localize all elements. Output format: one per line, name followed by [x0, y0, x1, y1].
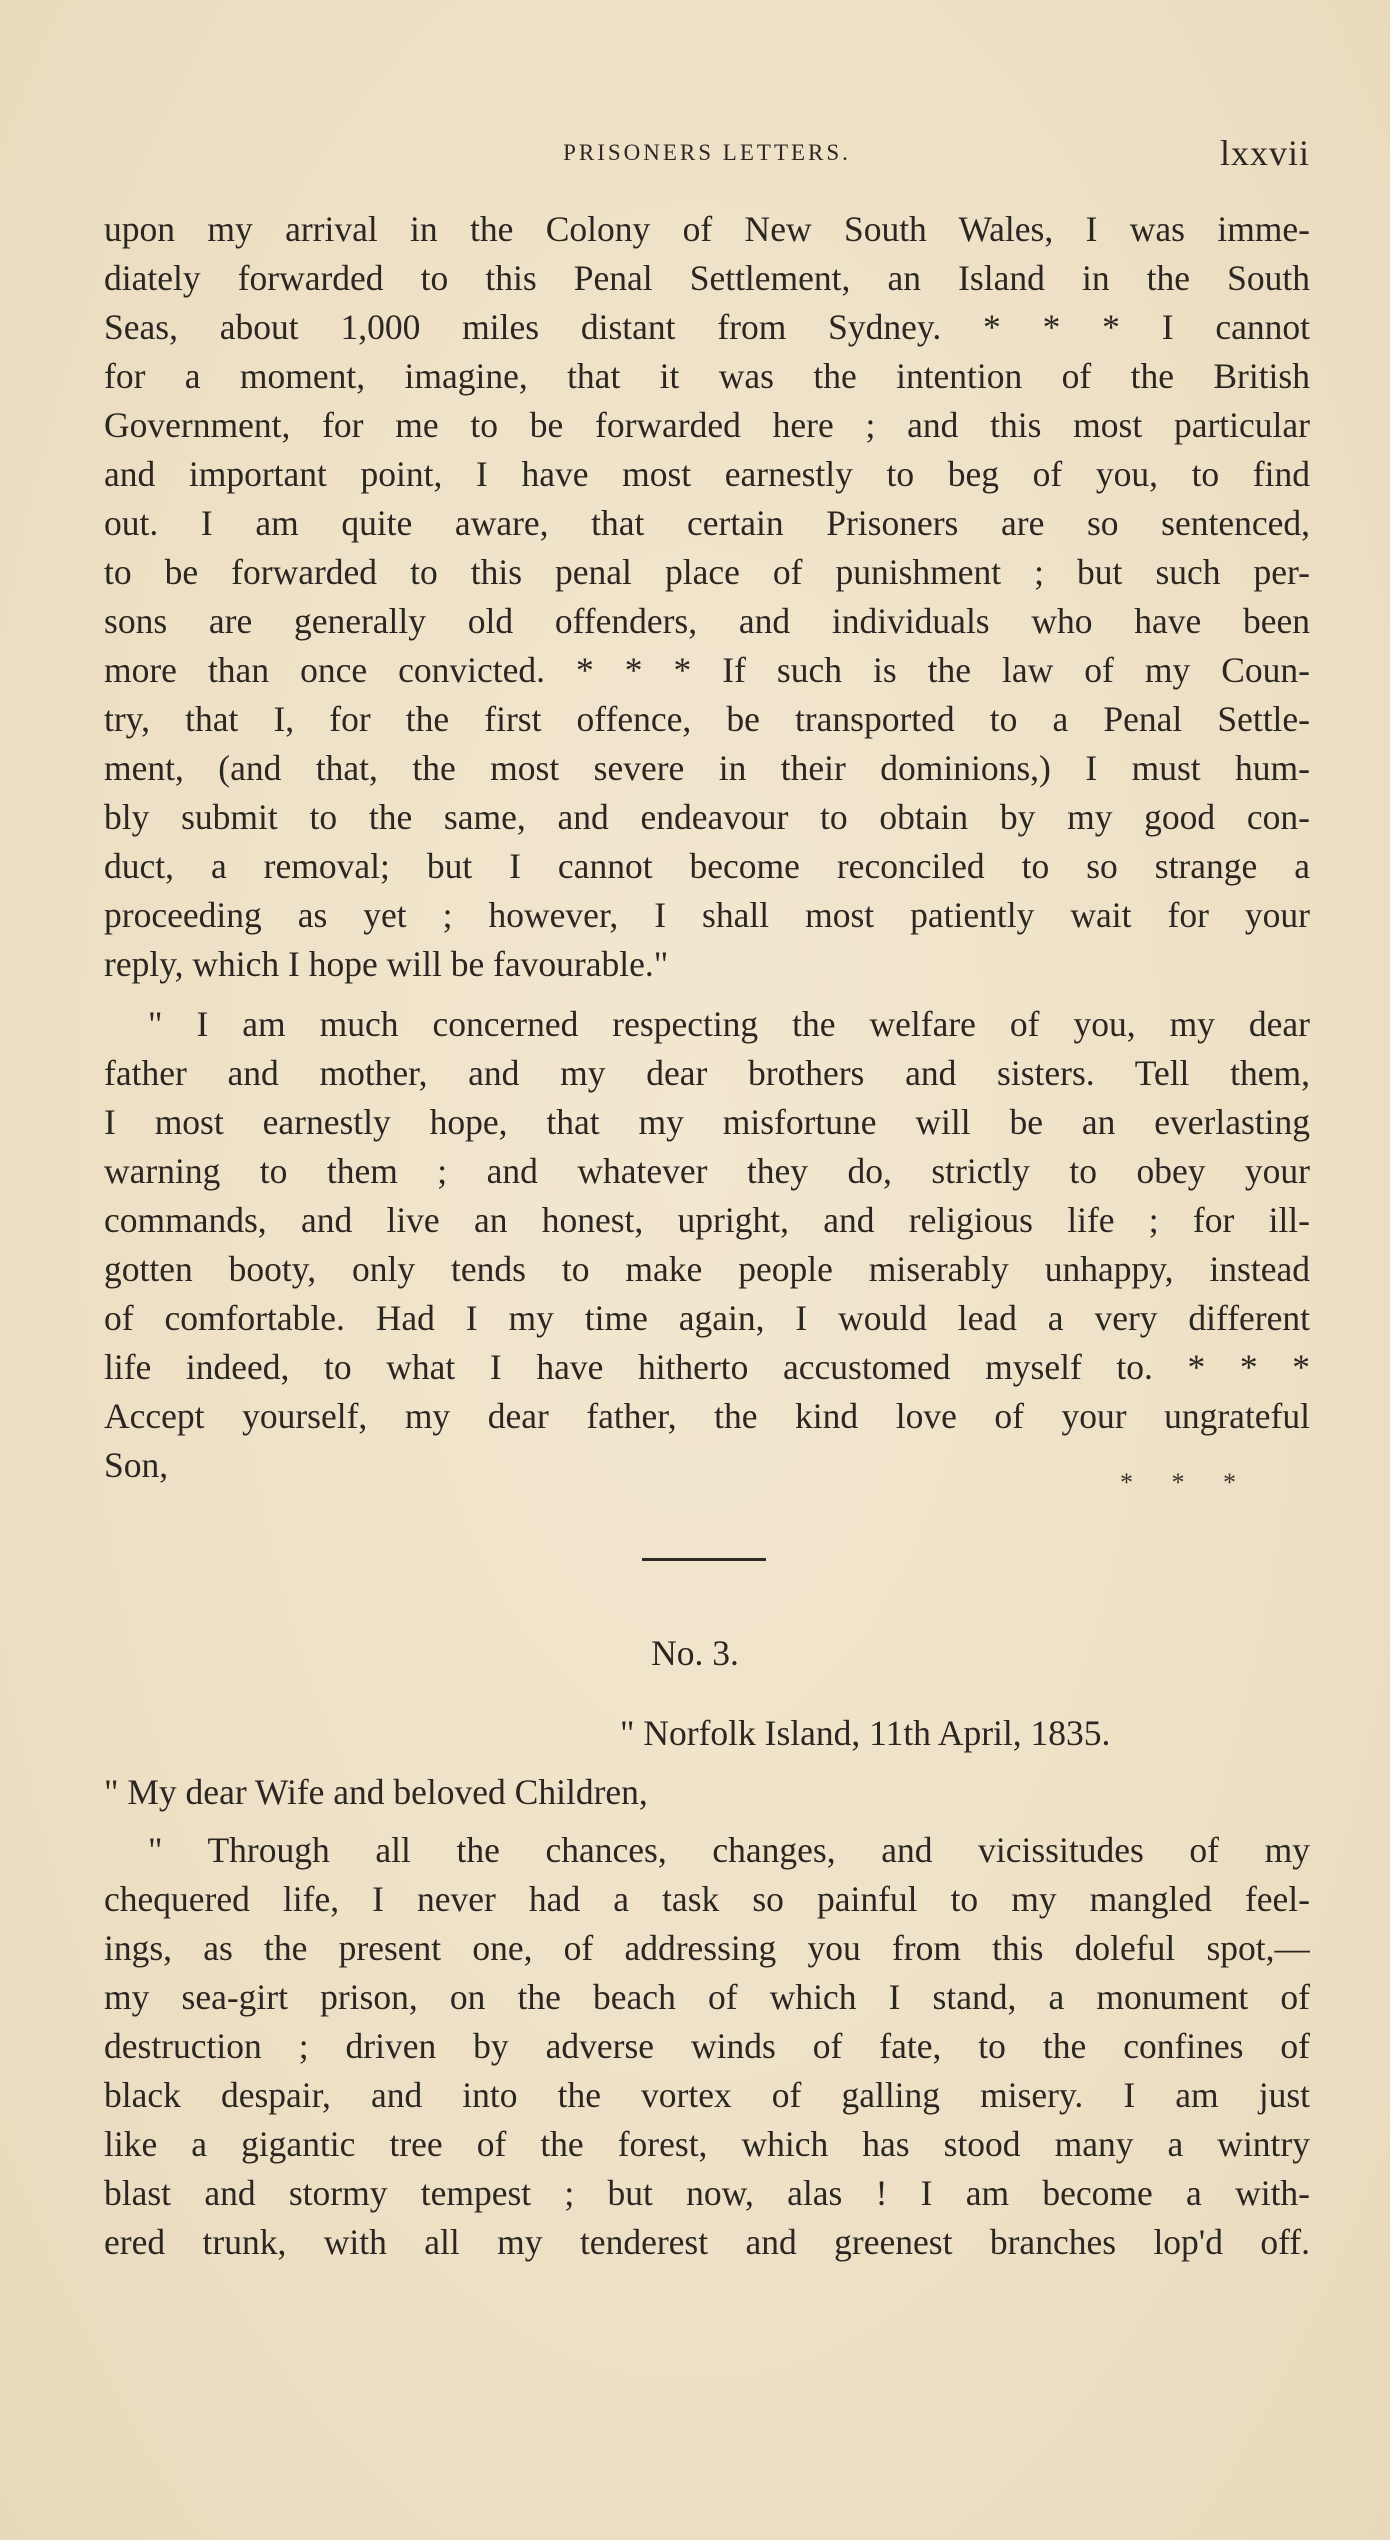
text-line: my sea-girt prison, on the beach of which I stand, a monument of	[104, 1977, 1310, 2017]
text-line: ered trunk, with all my tenderest and greenest branches lop'd off.	[104, 2222, 1310, 2262]
text-line: duct, a removal; but I cannot become reconciled to so strange a	[104, 846, 1310, 886]
page-header	[104, 132, 1310, 182]
text-line: Accept yourself, my dear father, the kind love of your ungrateful	[104, 1396, 1310, 1436]
text-line: diately forwarded to this Penal Settlement, an Island in the South	[104, 258, 1310, 298]
text-line: ings, as the present one, of addressing you from this doleful spot,—	[104, 1928, 1310, 1968]
text-line: " Through all the chances, changes, and vicissitudes of my	[148, 1830, 1310, 1870]
text-line: destruction ; driven by adverse winds of fate, to the confines of	[104, 2026, 1310, 2066]
text-line: bly submit to the same, and endeavour to obtain by my good con-	[104, 797, 1310, 837]
text-line: Seas, about 1,000 miles distant from Sydney. * * * I cannot	[104, 307, 1310, 347]
section-divider	[642, 1558, 766, 1561]
text-line: and important point, I have most earnestly to beg of you, to find	[104, 454, 1310, 494]
text-line: out. I am quite aware, that certain Prisoners are so sentenced,	[104, 503, 1310, 543]
text-line: chequered life, I never had a task so painful to my mangled feel-	[104, 1879, 1310, 1919]
text-line: reply, which I hope will be favourable."	[104, 944, 669, 984]
text-line: I most earnestly hope, that my misfortune will be an everlasting	[104, 1102, 1310, 1142]
text-line: blast and stormy tempest ; but now, alas ! I am become a with-	[104, 2173, 1310, 2213]
text-line: Son,	[104, 1445, 169, 1485]
text-line: more than once convicted. * * * If such is the law of my Coun-	[104, 650, 1310, 690]
text-line: gotten booty, only tends to make people miserably unhappy, instead	[104, 1249, 1310, 1289]
text-line: black despair, and into the vortex of galling misery. I am just	[104, 2075, 1310, 2115]
text-line: father and mother, and my dear brothers and sisters. Tell them,	[104, 1053, 1310, 1093]
text-line: Government, for me to be forwarded here ; and this most particular	[104, 405, 1310, 445]
text-line: warning to them ; and whatever they do, strictly to obey your	[104, 1151, 1310, 1191]
running-head: PRISONERS LETTERS.	[563, 140, 851, 165]
text-line: " I am much concerned respecting the welfare of you, my dear	[148, 1004, 1310, 1044]
text-line: for a moment, imagine, that it was the intention of the British	[104, 356, 1310, 396]
text-line: like a gigantic tree of the forest, which has stood many a wintry	[104, 2124, 1310, 2164]
text-line: life indeed, to what I have hitherto accustomed myself to. * * *	[104, 1347, 1310, 1387]
text-line: to be forwarded to this penal place of punishment ; but such per-	[104, 552, 1310, 592]
salutation: " My dear Wife and beloved Children,	[104, 1772, 648, 1812]
text-line: commands, and live an honest, upright, and religious life ; for ill-	[104, 1200, 1310, 1240]
text-line: proceeding as yet ; however, I shall most patiently wait for your	[104, 895, 1310, 935]
text-line: of comfortable. Had I my time again, I would lead a very different	[104, 1298, 1310, 1338]
closing-asterisks: * * *	[1120, 1468, 1252, 1497]
letter-number: No. 3.	[651, 1633, 739, 1673]
page-number: lxxvii	[1219, 133, 1310, 173]
text-line: sons are generally old offenders, and individuals who have been	[104, 601, 1310, 641]
dateline: " Norfolk Island, 11th April, 1835.	[620, 1713, 1111, 1753]
text-line: ment, (and that, the most severe in their dominions,) I must hum-	[104, 748, 1310, 788]
text-line: upon my arrival in the Colony of New South Wales, I was imme-	[104, 209, 1310, 249]
text-line: try, that I, for the first offence, be transported to a Penal Settle-	[104, 699, 1310, 739]
